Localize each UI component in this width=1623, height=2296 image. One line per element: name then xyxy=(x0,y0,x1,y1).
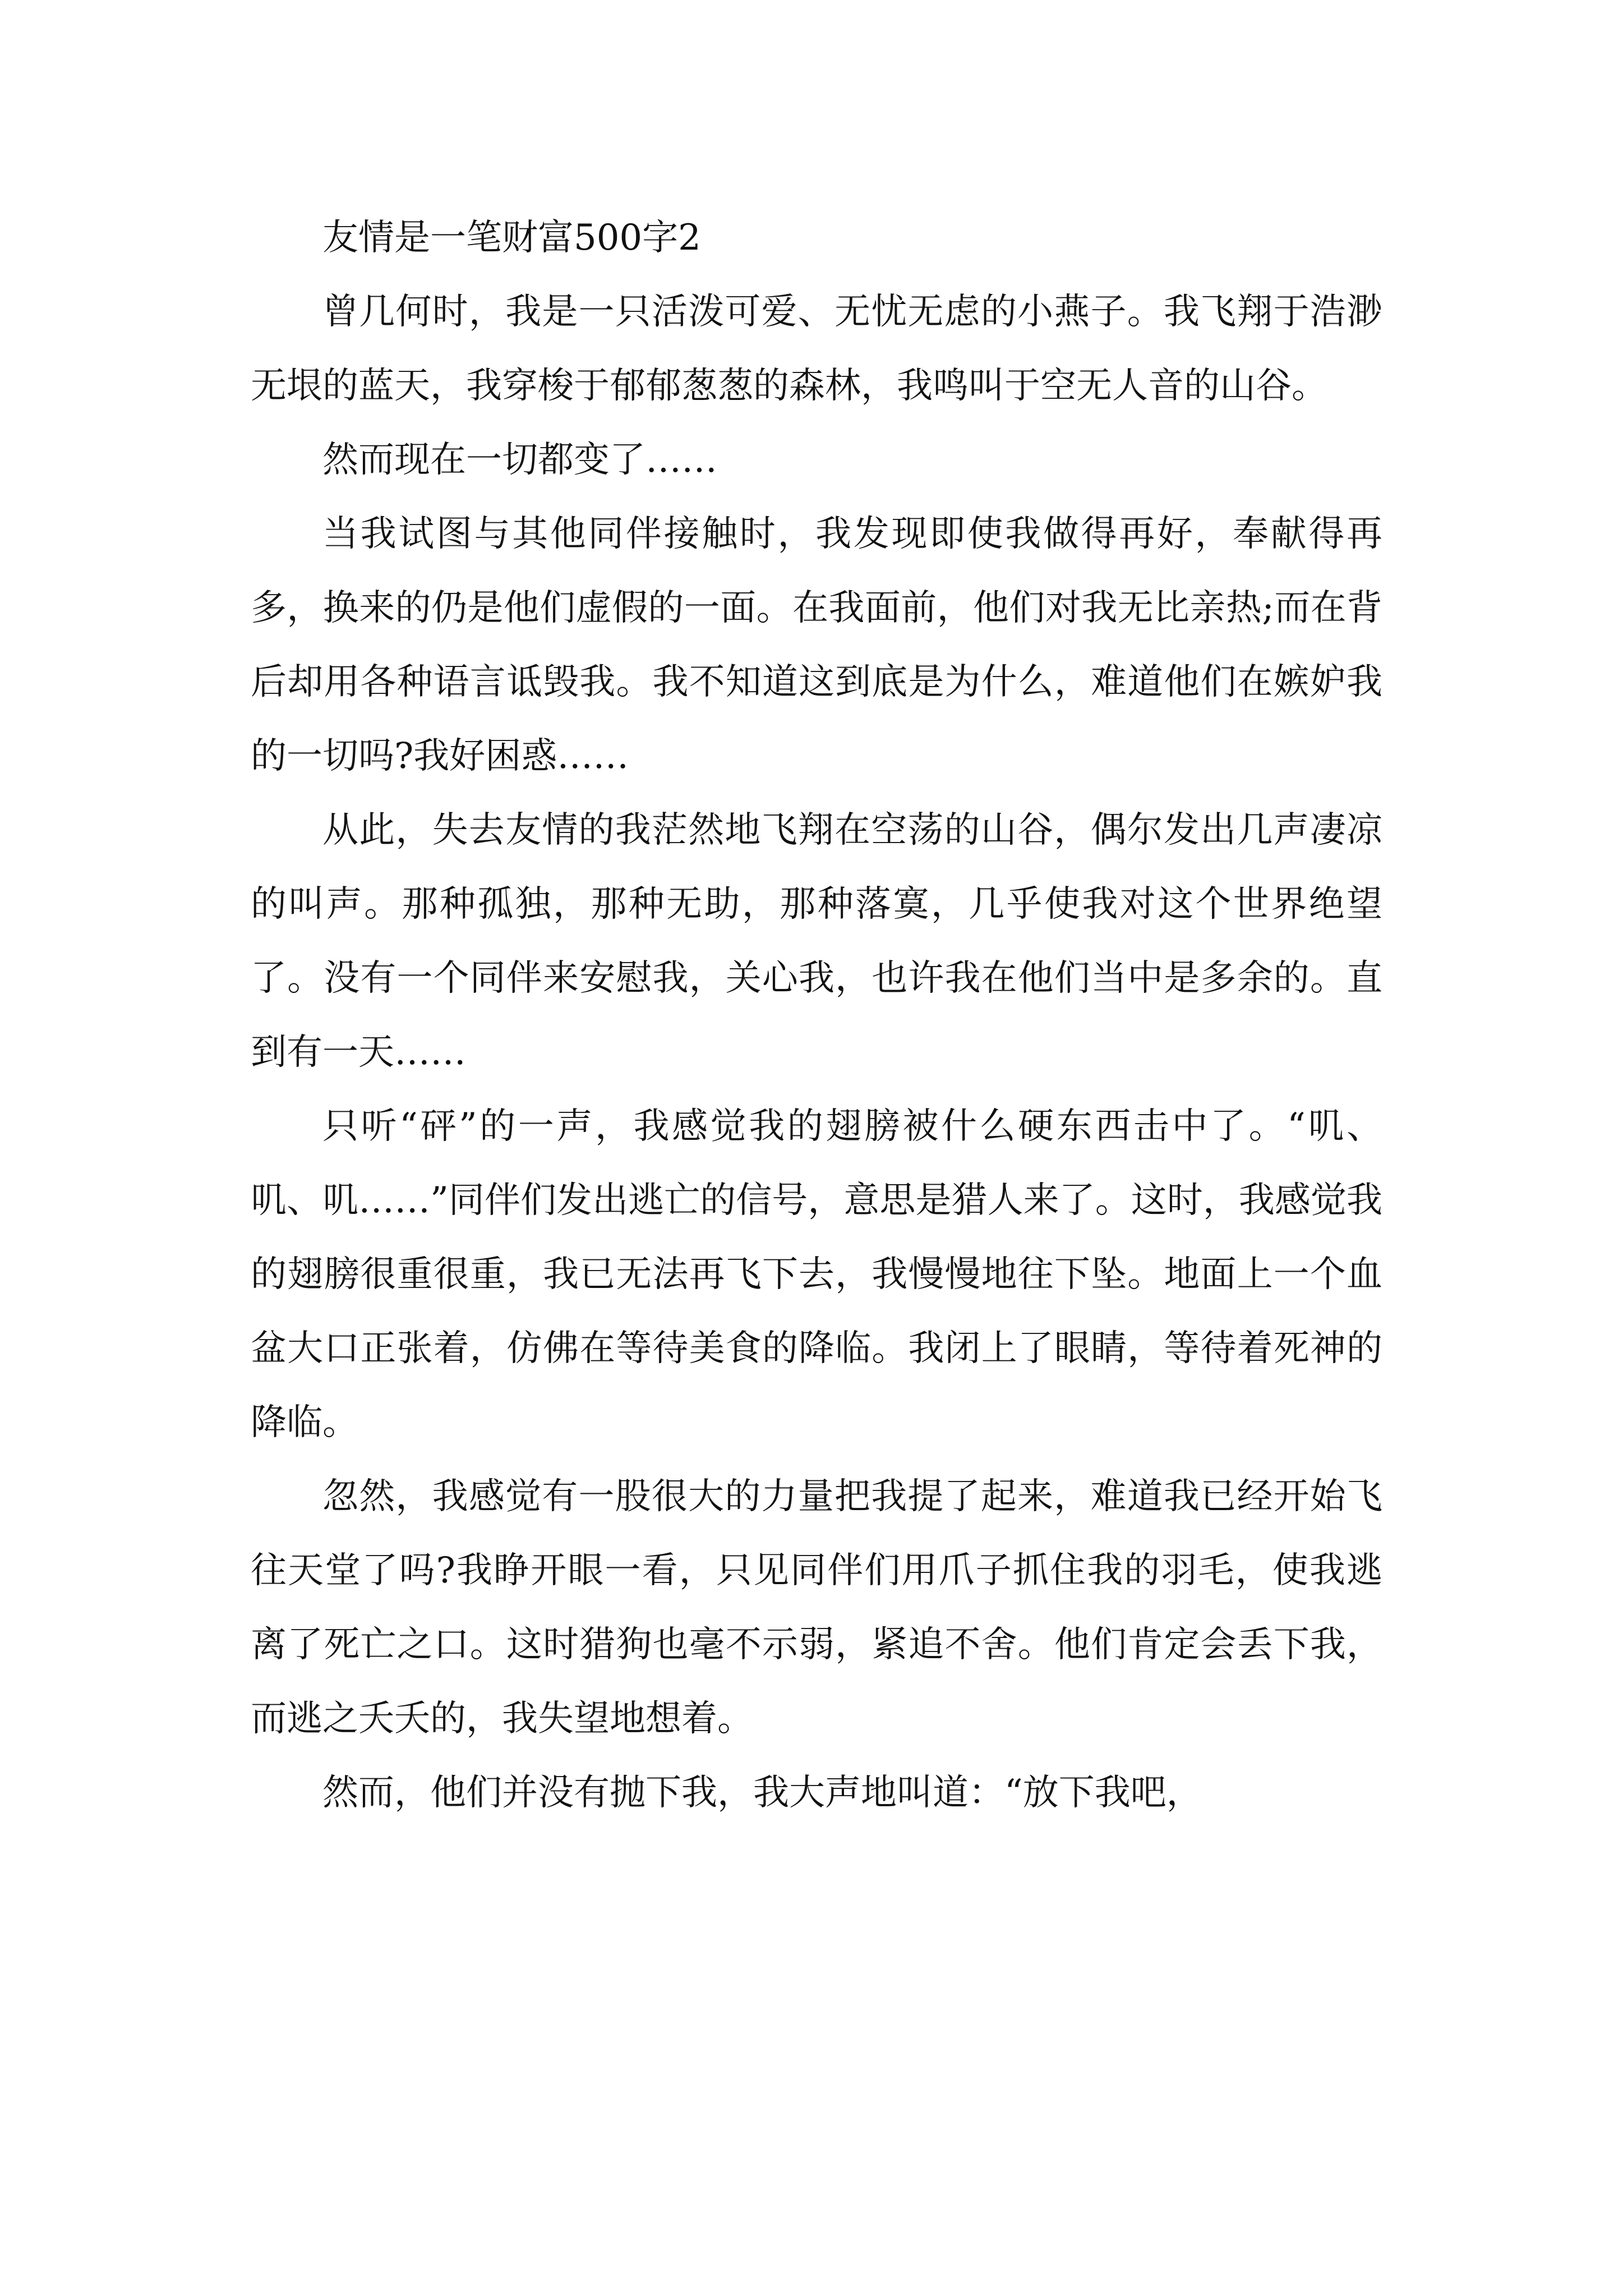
paragraph: 只听“砰”的一声，我感觉我的翅膀被什么硬东西击中了。“叽、叽、叽……”同伴们发出逃亡的信号，意思是猎人来了。这时，我感觉我的翅膀很重很重，我已无法再飞下去，我慢慢地往下坠。地面上一个血盆大口正张着，仿佛在等待美食的降临。我闭上了眼睛，等待着死神的降临。 xyxy=(251,1106,1382,1443)
paragraph: 当我试图与其他同伴接触时，我发现即使我做得再好，奉献得再多，换来的仍是他们虚假的一面。在我面前，他们对我无比亲热;而在背后却用各种语言诋毁我。我不知道这到底是为什么，难道他们在嫉妒我的一切吗?我好困惑…… xyxy=(251,513,1382,777)
paragraph: 忽然，我感觉有一股很大的力量把我提了起来，难道我已经开始飞往天堂了吗?我睁开眼一看，只见同伴们用爪子抓住我的羽毛，使我逃离了死亡之口。这时猎狗也毫不示弱，紧追不舍。他们肯定会丢下我，而逃之夭夭的，我失望地想着。 xyxy=(251,1476,1382,1740)
paragraph: 然而，他们并没有抛下我，我大声地叫道：“放下我吧， xyxy=(322,1772,1202,1814)
paragraph: 从此，失去友情的我茫然地飞翔在空荡的山谷，偶尔发出几声凄凉的叫声。那种孤独，那种无助，那种落寞，几乎使我对这个世界绝望了。没有一个同伴来安慰我，关心我，也许我在他们当中是多余的。直到有一天…… xyxy=(251,809,1382,1073)
paragraph: 然而现在一切都变了…… xyxy=(322,439,717,481)
document-title: 友情是一笔财富500字2 xyxy=(322,217,701,259)
paragraph: 曾几何时，我是一只活泼可爱、无忧无虑的小燕子。我飞翔于浩渺无垠的蓝天，我穿梭于郁郁葱葱的森林，我鸣叫于空无人音的山谷。 xyxy=(251,291,1382,407)
document-body xyxy=(251,201,1382,1830)
